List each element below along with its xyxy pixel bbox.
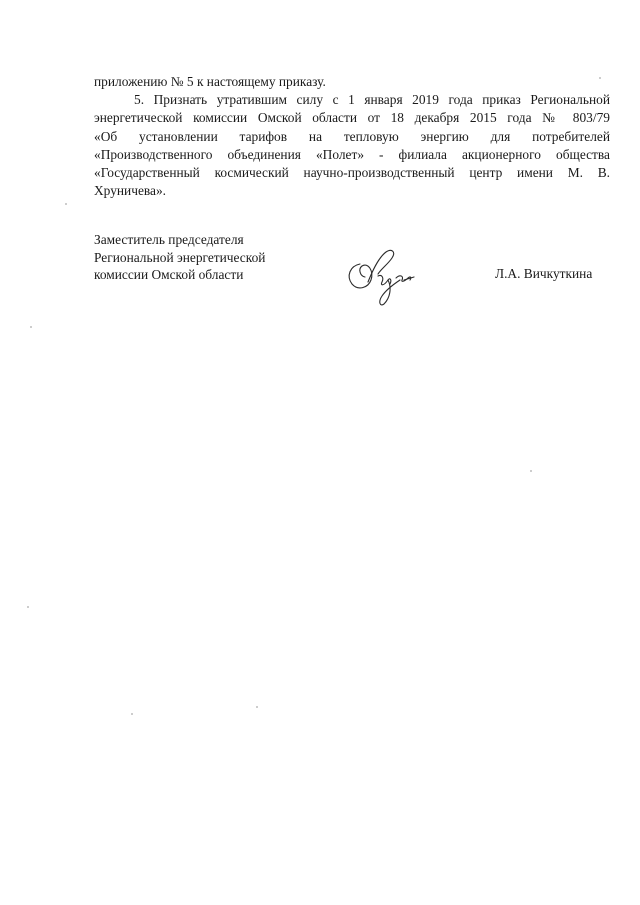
text-line: Хруничева». [94, 183, 167, 199]
signatory-title [94, 231, 265, 284]
scan-speck [27, 606, 29, 608]
text-line: приложению № 5 к настоящему приказу. [94, 74, 326, 89]
text-line: 5. Признать утратившим силу с 1 января 2019 года приказ Региональной [134, 92, 610, 108]
scan-speck [65, 203, 67, 205]
scan-speck [599, 77, 601, 79]
signatory-name: Л.А. Вичкуткина [495, 266, 593, 281]
text-line: энергетической комиссии Омской области от 18 декабря 2015 года № 803/79 [94, 110, 610, 126]
handwritten-signature [338, 244, 424, 310]
text-line: «Государственный космический научно-производственный центр имени М. В. [94, 165, 610, 181]
signatory-title-line: комиссии Омской области [94, 267, 244, 283]
signatory-title-line: Заместитель председателя [94, 232, 244, 247]
signatory-title-line: Региональной энергетической [94, 249, 266, 265]
scan-speck [530, 470, 532, 472]
scan-speck [131, 713, 133, 715]
text-line: «Об установлении тарифов на тепловую энергию для потребителей [94, 128, 610, 144]
scan-speck [30, 326, 32, 328]
scan-speck [256, 706, 258, 708]
text-line: «Производственного объединения «Полет» - филиала акционерного общества [94, 146, 610, 162]
document-body [94, 73, 610, 200]
